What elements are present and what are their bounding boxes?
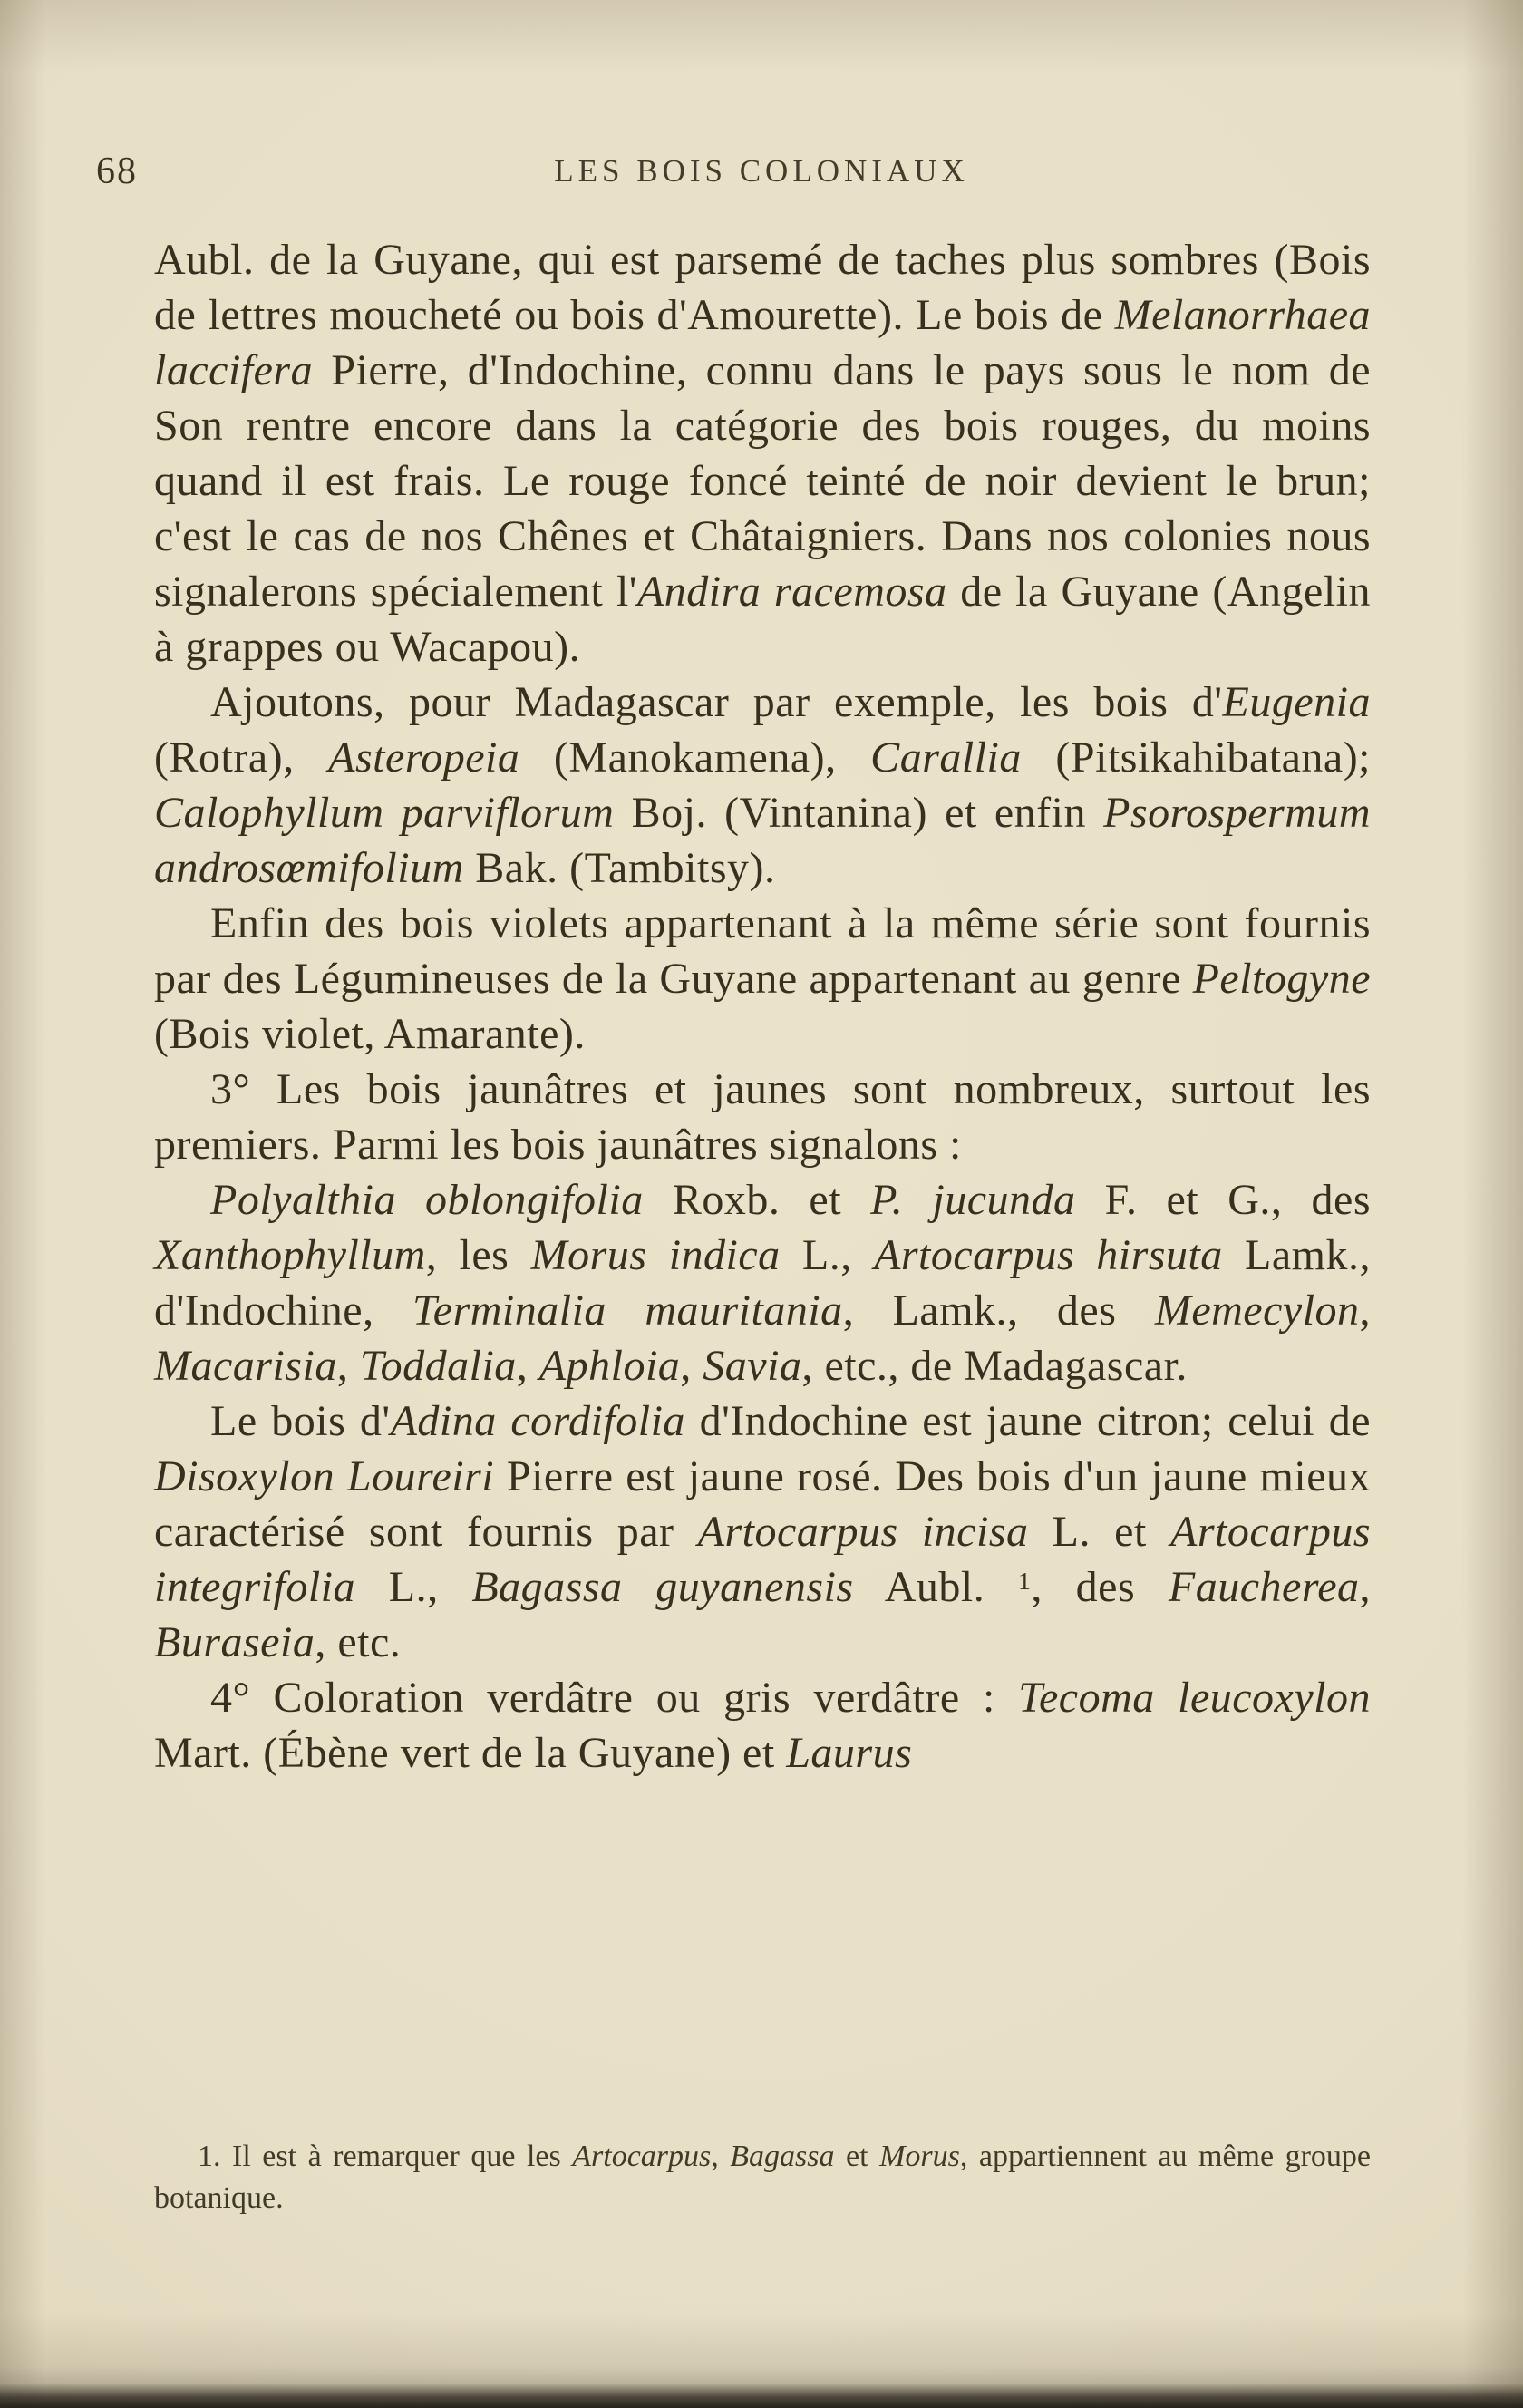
- text-run: Lamk., d'Indochine,: [154, 1231, 1371, 1335]
- text-run: Roxb. et: [643, 1176, 871, 1224]
- text-run: , des: [1031, 1563, 1169, 1611]
- text-run: L. et: [1028, 1508, 1170, 1556]
- paragraph: [154, 232, 1371, 675]
- text-run: Tecoma leucoxylon: [1018, 1674, 1372, 1722]
- text-run: Aubl. de la Guyane, qui est parsemé de taches plus sombres (Bois de lettres moucheté ou bois d'Amourette). Le bois de: [154, 236, 1371, 339]
- text-run: Macarisia: [154, 1342, 337, 1390]
- paragraph: [154, 1172, 1371, 1393]
- footnote-text: [154, 2136, 1371, 2219]
- footnote: [154, 2136, 1371, 2219]
- text-run: Disoxylon Loureiri: [154, 1452, 495, 1500]
- text-run: 1. Il est à remarquer que les: [198, 2140, 573, 2173]
- text-run: Bagassa guyanensis: [471, 1563, 854, 1611]
- text-run: Toddalia: [359, 1342, 517, 1390]
- text-run: (Bois violet, Amarante).: [154, 1010, 586, 1058]
- text-run: (Manokamena),: [519, 733, 871, 782]
- text-run: Boj. (Vintanina) et enfin: [614, 789, 1104, 837]
- text-run: Artocarpus: [572, 2140, 712, 2173]
- text-run: Artocarpus incisa: [697, 1508, 1029, 1556]
- text-run: Mart. (Ébène vert de la Guyane) et: [154, 1729, 787, 1777]
- paragraph: [154, 675, 1371, 896]
- text-run: Pierre est jaune rosé. Des bois d'un jaune mieux caractérisé sont fournis par: [154, 1452, 1372, 1556]
- paragraph: [154, 896, 1371, 1062]
- text-run: ,: [1359, 1563, 1372, 1611]
- text-run: Bagassa: [730, 2140, 835, 2173]
- text-run: Pierre, d'Indochine, connu dans le pays sous le nom de Son rentre encore dans la catégorie des bois rouges, du moins quand il est frais. Le rouge foncé teinté de noir devient le brun; c'est le cas de nos Chênes et Châtaigniers. Dans nos colonies nous signalerons spécialement l': [154, 346, 1371, 616]
- text-run: Aphloia: [538, 1342, 681, 1390]
- text-run: 4° Coloration verdâtre ou gris verdâtre :: [210, 1674, 1019, 1722]
- text-run: , etc., de Madagascar.: [801, 1342, 1188, 1390]
- text-run: et: [834, 2140, 880, 2173]
- text-run: Andira racemosa: [636, 568, 947, 616]
- text-run: d'Indochine est jaune citron; celui de: [684, 1397, 1371, 1445]
- body-paragraphs: [154, 232, 1371, 1781]
- text-run: 3° Les bois jaunâtres et jaunes sont nombreux, surtout les premiers. Parmi les bois jaunâtres signalons :: [154, 1065, 1371, 1169]
- text-run: ,: [336, 1342, 360, 1390]
- text-run: Morus indica: [530, 1231, 781, 1279]
- page-header: [0, 150, 1523, 200]
- text-run: Calophyllum parviflorum: [154, 789, 615, 837]
- text-run: ,: [1359, 1287, 1372, 1335]
- text-run: ,: [680, 1342, 703, 1390]
- page-bottom-edge-shadow: [0, 2366, 1523, 2408]
- text-run: , etc.: [315, 1618, 402, 1666]
- text-run: F. et G., des: [1075, 1176, 1371, 1224]
- text-run: de la Guyane (Angelin à grappes ou Wacapou).: [154, 568, 1372, 671]
- text-run: Savia: [703, 1342, 802, 1390]
- text-run: Le bois d': [210, 1397, 391, 1445]
- text-run: Aubl.: [853, 1563, 1018, 1611]
- text-run: Melanorrhaea laccifera: [154, 291, 1371, 394]
- text-run: Morus: [879, 2140, 960, 2173]
- text-run: Enfin des bois violets appartenant à la même série sont fournis par des Légumineuses de la Guyane appartenant au genre: [154, 899, 1371, 1003]
- text-run: Faucherea: [1168, 1563, 1360, 1611]
- paragraph: [154, 1393, 1371, 1670]
- text-run: , les: [425, 1231, 531, 1279]
- text-run: ,: [711, 2140, 731, 2173]
- text-run: Bak. (Tambitsy).: [463, 844, 776, 892]
- text-run: Artocarpus integrifolia: [154, 1508, 1371, 1611]
- text-run: (Rotra),: [154, 733, 329, 782]
- text-run: Artocarpus hirsuta: [874, 1231, 1223, 1279]
- text-run: Memecylon: [1154, 1287, 1360, 1335]
- text-run: , appartiennent au même groupe botanique.: [154, 2140, 1371, 2215]
- text-run: Ajoutons, pour Madagascar par exemple, les bois d': [210, 678, 1223, 726]
- text-run: Adina cordifolia: [390, 1397, 685, 1445]
- text-run: Psorospermum androsœmifolium: [154, 789, 1372, 892]
- running-title: LES BOIS COLONIAUX: [554, 153, 969, 189]
- paragraph: [154, 1670, 1371, 1781]
- text-run: ,: [516, 1342, 539, 1390]
- text-run: Terminalia mauritania: [412, 1287, 843, 1335]
- footnote-paragraph: [154, 2136, 1371, 2219]
- footnote-reference: 1: [1017, 1568, 1032, 1597]
- text-run: Polyalthia oblongifolia: [210, 1176, 644, 1224]
- text-run: Peltogyne: [1192, 955, 1371, 1003]
- text-run: Buraseia: [154, 1618, 315, 1666]
- text-run: P. jucunda: [870, 1176, 1076, 1224]
- text-run: L.,: [780, 1231, 874, 1279]
- text-run: (Pitsikahibatana);: [1021, 733, 1372, 782]
- text-run: Xanthophyllum: [154, 1231, 426, 1279]
- page-number: 68: [96, 150, 138, 192]
- text-run: , Lamk., des: [842, 1287, 1155, 1335]
- paragraph: [154, 1062, 1371, 1172]
- text-run: Laurus: [786, 1729, 913, 1777]
- text-run: Asteropeia: [328, 733, 520, 782]
- text-run: Eugenia: [1222, 678, 1371, 726]
- text-run: L.,: [355, 1563, 472, 1611]
- text-run: Carallia: [870, 733, 1022, 782]
